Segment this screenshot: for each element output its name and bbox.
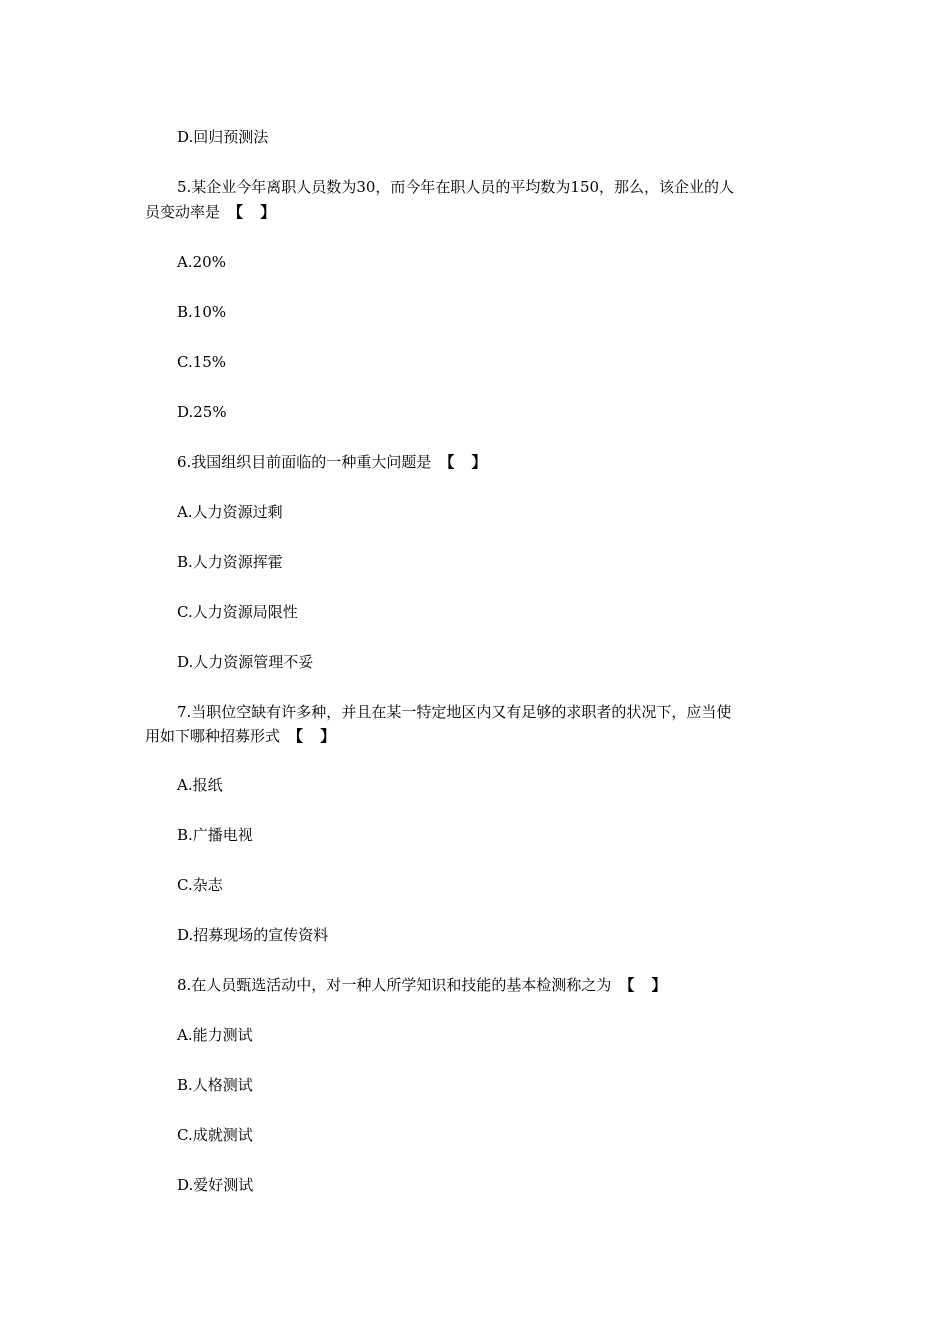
question-7-line-2 (145, 724, 341, 748)
question-6-option-b: B.人力资源挥霍 (177, 553, 283, 571)
question-7-line-1: 7.当职位空缺有许多种，并且在某一特定地区内又有足够的求职者的状况下，应当使 (177, 703, 732, 721)
answer-bracket: 【 】 (439, 453, 493, 471)
question-5-option-c: C.15% (177, 353, 227, 371)
question-8-option-d: D.爱好测试 (177, 1176, 254, 1194)
question-7-option-b: B.广播电视 (177, 826, 253, 844)
question-8-option-a: A.能力测试 (177, 1026, 253, 1044)
question-6-text: 6.我国组织目前面临的一种重大问题是 (177, 453, 432, 471)
question-5-option-a: A.20% (177, 253, 226, 271)
question-6-option-d: D.人力资源管理不妥 (177, 653, 314, 671)
question-6-line-1 (177, 450, 493, 474)
question-5-option-b: B.10% (177, 303, 227, 321)
question-5-option-d: D.25% (177, 403, 227, 421)
answer-bracket: 【 】 (288, 727, 342, 745)
question-7-option-d: D.招募现场的宣传资料 (177, 926, 329, 944)
question-7-option-a: A.报纸 (177, 776, 223, 794)
question-8-text: 8.在人员甄选活动中，对一种人所学知识和技能的基本检测称之为 (177, 976, 612, 994)
question-5-line-1: 5.某企业今年离职人员数为30，而今年在职人员的平均数为150，那么，该企业的人 (177, 178, 735, 196)
question-6-option-c: C.人力资源局限性 (177, 603, 298, 621)
question-8-option-c: C.成就测试 (177, 1126, 253, 1144)
question-8-line-1 (177, 973, 673, 997)
question-5-line-2 (145, 200, 281, 224)
question-5-text-end: 员变动率是 (145, 203, 221, 221)
question-8-option-b: B.人格测试 (177, 1076, 253, 1094)
question-7-text-end: 用如下哪种招募形式 (145, 727, 281, 745)
question-6-option-a: A.人力资源过剩 (177, 503, 283, 521)
prev-option-d: D.回归预测法 (177, 128, 269, 146)
answer-bracket: 【 】 (228, 203, 282, 221)
answer-bracket: 【 】 (619, 976, 673, 994)
question-7-option-c: C.杂志 (177, 876, 223, 894)
